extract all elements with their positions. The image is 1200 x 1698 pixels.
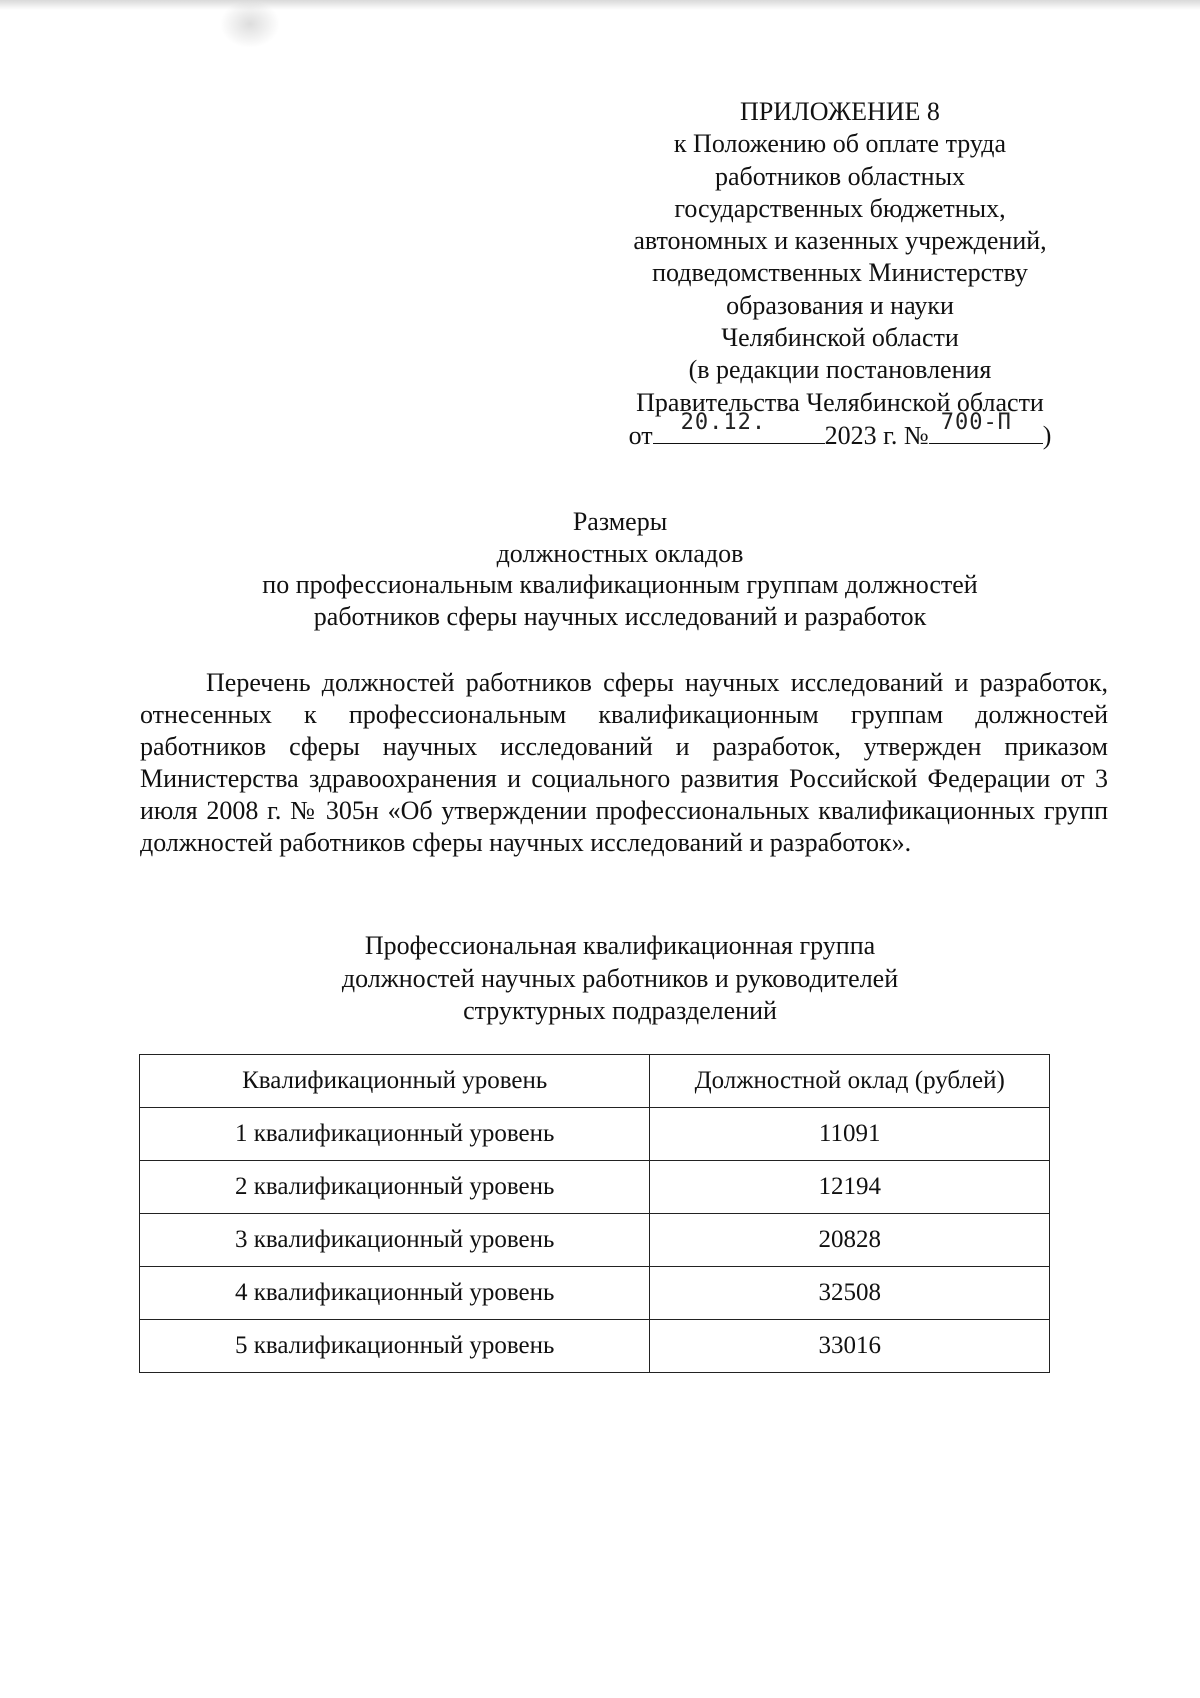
appendix-line: (в редакции постановления [688, 355, 992, 385]
table-row [140, 1161, 1050, 1214]
salary-cell: 11091 [650, 1108, 1050, 1161]
table-row [140, 1108, 1050, 1161]
date-fill-line [653, 409, 825, 444]
title-line: по профессиональным квалификационным группам должностей [262, 570, 978, 600]
salary-cell: 12194 [650, 1161, 1050, 1214]
group-title-line: структурных подразделений [463, 996, 777, 1025]
scan-top-edge [0, 0, 1200, 10]
appendix-line: работников областных [714, 161, 966, 191]
level-cell: 5 квалификационный уровень [140, 1320, 650, 1373]
appendix-line: подведомственных Министерству [652, 258, 1028, 288]
scan-smudge [220, 0, 280, 48]
body-paragraph: Перечень должностей работников сферы научных исследований и разработок, отнесенных к профессиональным квалификационным группам должностей работников сферы научных исследований и разработок, утвержден приказом Министерства здравоохранения и социального развития Российской Федерации от 3 июля 2008 г. № 305н «Об утверждении профессиональных квалификационных групп должностей работников сферы научных исследований и разработок». [140, 668, 1108, 857]
resolution-date-line [600, 409, 1080, 452]
appendix-line: автономных и казенных учреждений, [633, 226, 1047, 256]
number-fill-line [929, 409, 1043, 444]
table-row [140, 1214, 1050, 1267]
appendix-line: Правительства Челябинской области [636, 387, 1044, 417]
group-title-line: Профессиональная квалификационная группа [364, 931, 876, 960]
closing-parenthesis: ) [1042, 420, 1052, 450]
date-prefix: от [628, 420, 653, 450]
salary-cell: 33016 [650, 1320, 1050, 1373]
year-number-label: 2023 г. № [824, 420, 929, 450]
title-line: работников сферы научных исследований и разработок [313, 602, 927, 632]
appendix-line: к Положению об оплате труда [673, 129, 1007, 159]
handwritten-number: 700-П [940, 409, 1012, 435]
table-row [140, 1320, 1050, 1373]
group-title-line: должностей научных работников и руководителей [341, 963, 899, 993]
group-title [140, 930, 1100, 1028]
appendix-line: государственных бюджетных, [674, 193, 1006, 223]
handwritten-date: 20.12. [680, 409, 767, 435]
salary-cell: 20828 [650, 1214, 1050, 1267]
level-cell: 3 квалификационный уровень [140, 1214, 650, 1267]
salary-cell: 32508 [650, 1267, 1050, 1320]
document-title [140, 506, 1100, 633]
title-line: Размеры [572, 507, 668, 536]
level-cell: 2 квалификационный уровень [140, 1161, 650, 1214]
header-level: Квалификационный уровень [140, 1055, 650, 1108]
table-row [140, 1267, 1050, 1320]
salary-table [139, 1054, 1050, 1373]
appendix-heading: ПРИЛОЖЕНИЕ 8 [740, 97, 940, 126]
appendix-line: Челябинской области [721, 323, 959, 353]
appendix-block [600, 96, 1080, 452]
level-cell: 4 квалификационный уровень [140, 1267, 650, 1320]
appendix-line: образования и науки [726, 290, 954, 320]
title-line: должностных окладов [496, 538, 744, 568]
table-header-row [140, 1055, 1050, 1108]
header-salary: Должностной оклад (рублей) [650, 1055, 1050, 1108]
level-cell: 1 квалификационный уровень [140, 1108, 650, 1161]
